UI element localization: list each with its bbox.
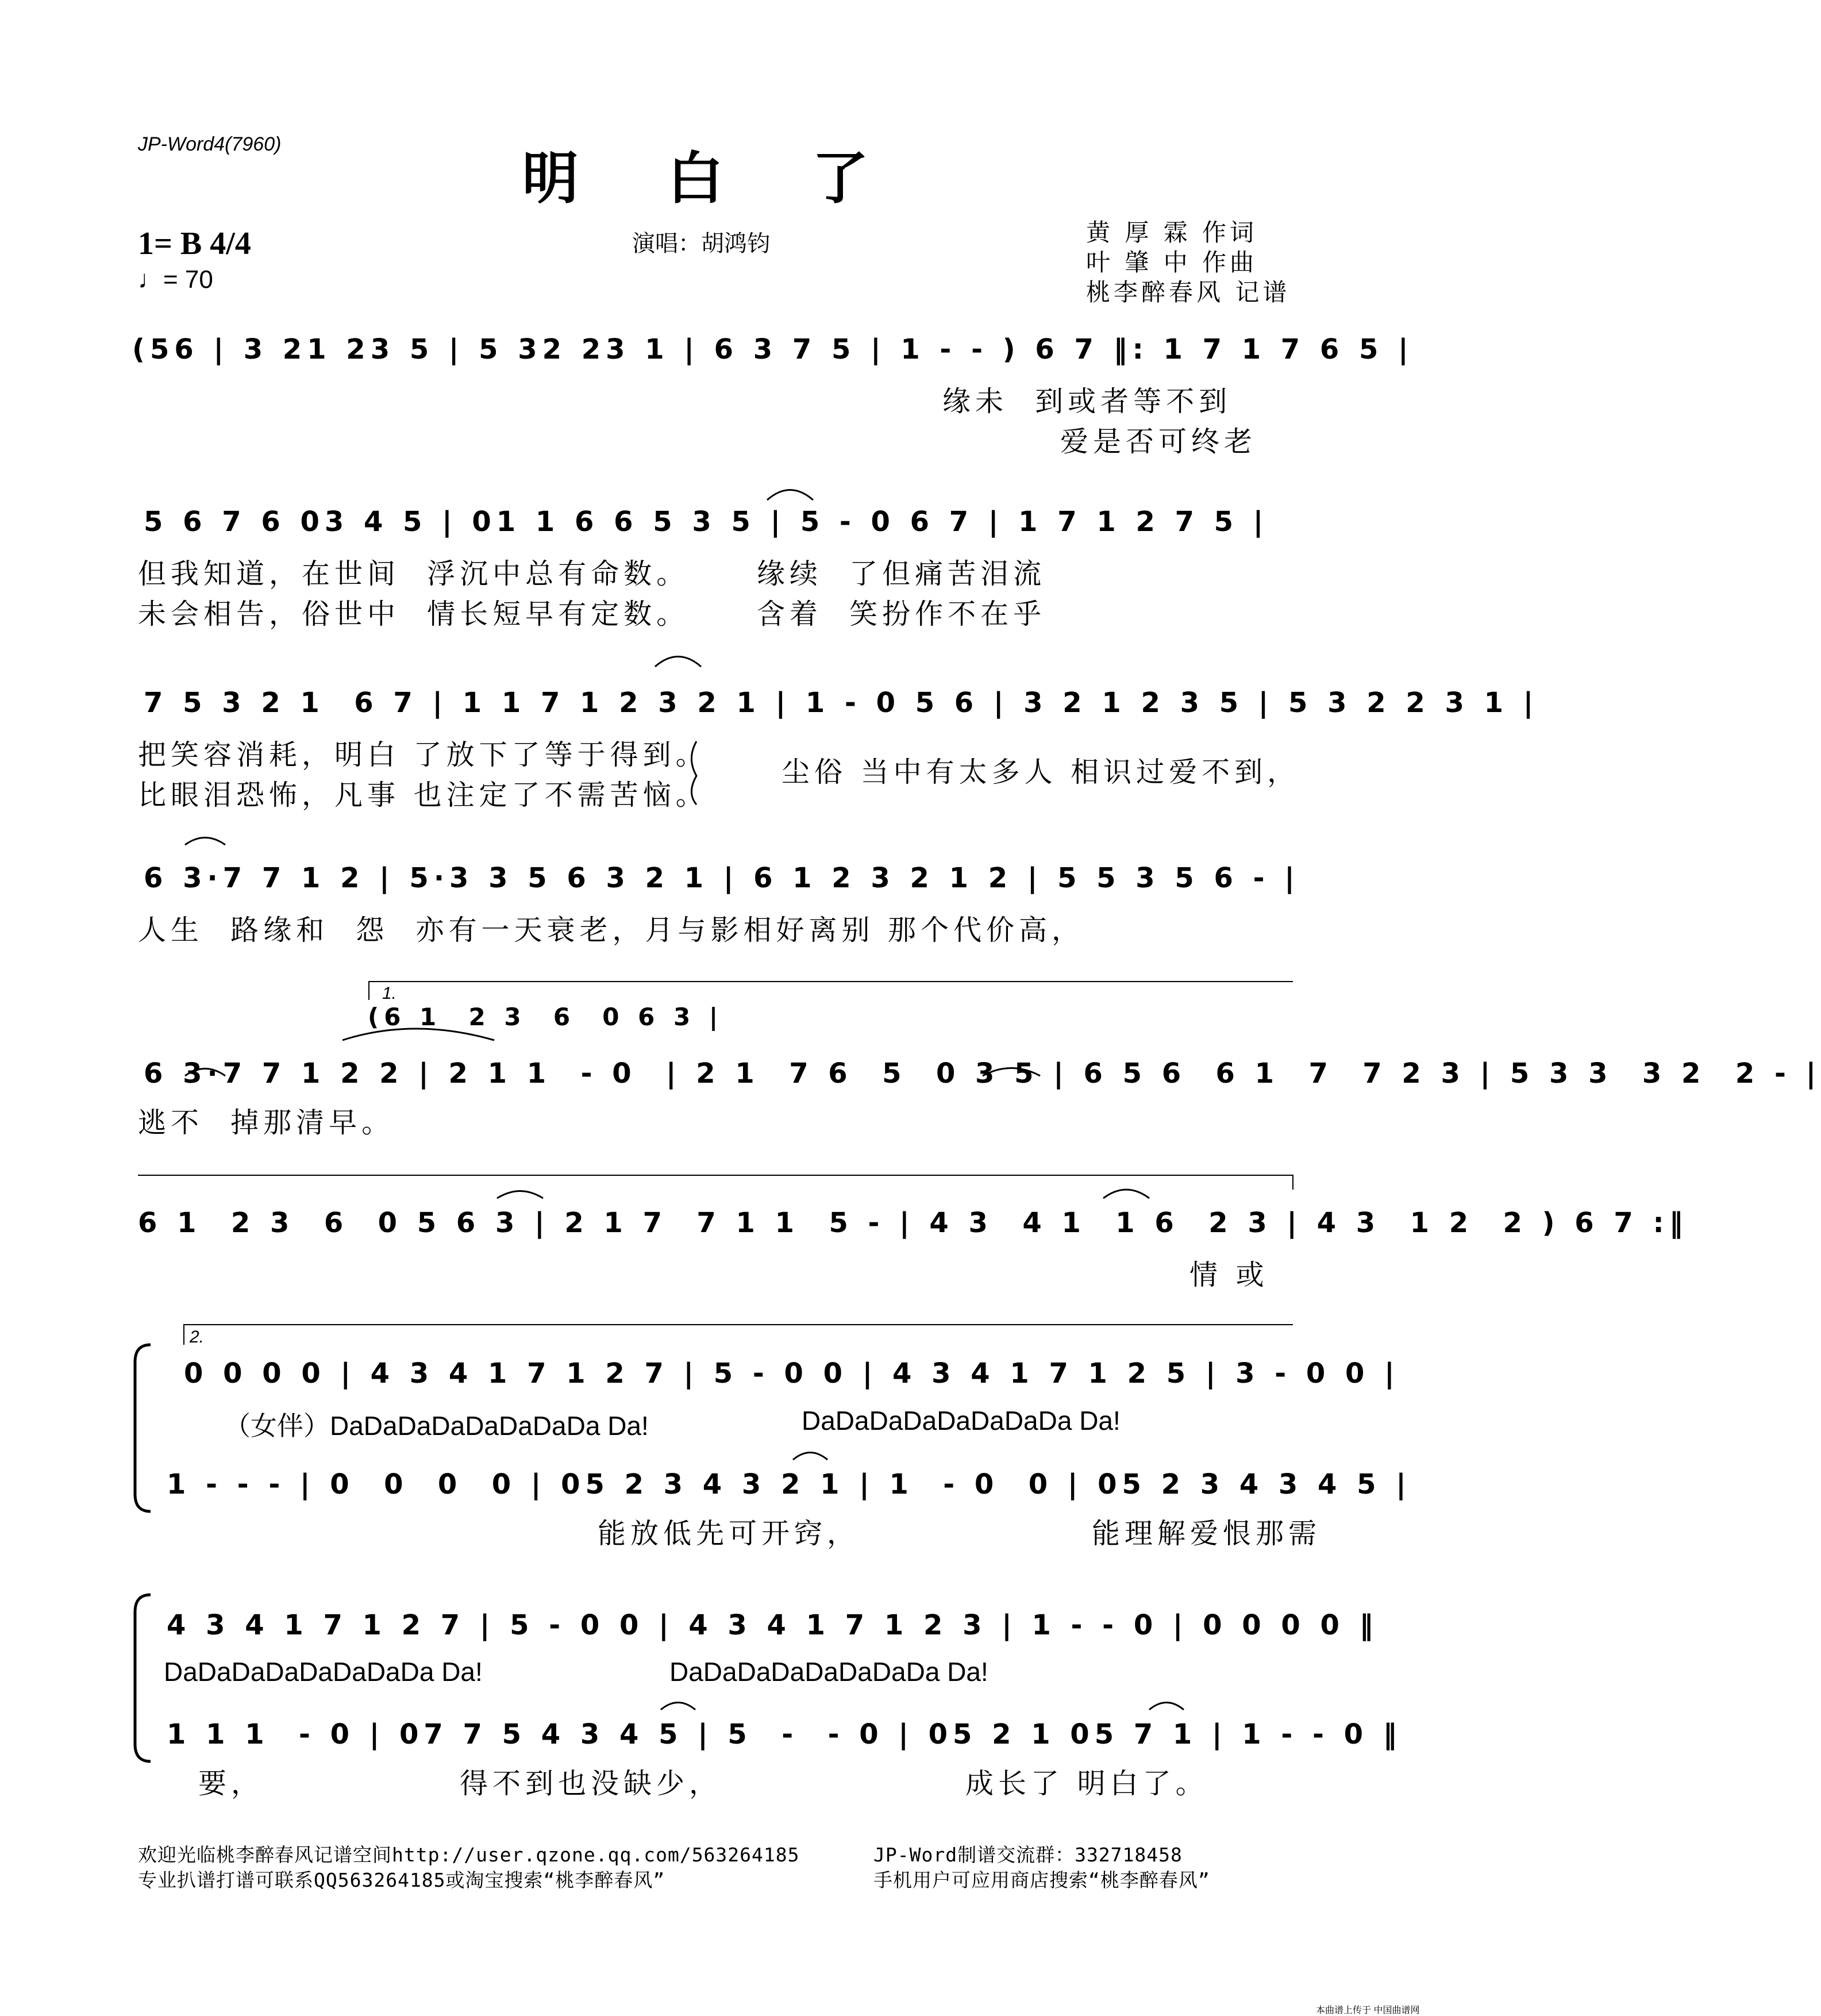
composer-credit: 叶 肇 中 作曲 — [1086, 248, 1258, 276]
score-system-2-lyric-verse-1: 但我知道，在世间 浮沉中总有命数。 缘续 了但痛苦泪流 — [138, 557, 1046, 590]
tempo-marking: ♩= 70 — [138, 266, 213, 294]
score-system-3-music: 7 5 3 2 1 6 7 | 1 1 7 1 2 3 2 1 | 1 - 0 5 6 | 3 2 1 2 3 5 | 5 3 2 2 3 1 | — [144, 687, 1539, 719]
score-system-7-upper-lyric-left: （女伴）DaDaDaDaDaDaDaDa Da! — [224, 1411, 649, 1441]
score-system-2-music: 5 6 7 6 03 4 5 | 01 1 6 6 5 3 5 | 5 - 0 6 7 | 1 7 1 2 7 5 | — [144, 506, 1269, 538]
score-system-8-lower-lyric-left: 要， — [198, 1767, 264, 1800]
volta-2-label: 2. — [190, 1328, 205, 1346]
score-system-3-lyric-verse-1: 把笑容消耗，明白 了放下了等于得到。 — [138, 738, 709, 771]
footer-line2-left: 专业扒谱打谱可联系QQ563264185或淘宝搜索“桃李醉春风” — [138, 1869, 665, 1891]
footer-line1-left: 欢迎光临桃李醉春风记谱空间http://user.qzone.qq.com/563264185 — [138, 1844, 800, 1866]
score-system-6-lyric: 情 或 — [1189, 1259, 1269, 1291]
score-system-7-upper-lyric-right: DaDaDaDaDaDaDaDa Da! — [802, 1406, 1121, 1436]
score-system-4-lyric: 人生 路缘和 怨 亦有一天衰老，月与影相好离别 那个代价高， — [138, 914, 1085, 947]
score-system-8-lower-music: 1 1 1 - 0 | 07 7 5 4 3 4 5 | 5 - - 0 | 05 2 1 05 7 1 | 1 - - 0 ‖ — [167, 1718, 1402, 1750]
singer-credit: 演唱：胡鸿钧 — [632, 230, 770, 257]
score-system-7-lower-lyric-left: 能放低先可开窍， — [598, 1517, 860, 1550]
score-system-3-lyric-verse-2: 比眼泪恐怖，凡事 也注定了不需苦恼。 — [138, 779, 709, 811]
volta-1-label: 1. — [382, 984, 397, 1003]
transcriber-credit: 桃李醉春风 记谱 — [1086, 278, 1291, 306]
score-system-4-music: 6 3·7 7 1 2 | 5·3 3 5 6 3 2 1 | 6 1 2 3 2 1 2 | 5 5 3 5 6 - | — [144, 862, 1300, 894]
lyricist-credit: 黄 厚 霖 作词 — [1086, 218, 1258, 247]
score-system-8-upper-music: 4 3 4 1 7 1 2 7 | 5 - 0 0 | 4 3 4 1 7 1 2 3 | 1 - - 0 | 0 0 0 0 ‖ — [167, 1609, 1379, 1641]
score-system-2-lyric-verse-2: 未会相告，俗世中 情长短早有定数。 含着 笑扮作不在乎 — [138, 598, 1046, 630]
score-system-1-lyric-verse-1: 缘未 到或者等不到 — [942, 385, 1232, 418]
app-id: JP-Word4(7960) — [138, 133, 282, 155]
score-system-7-upper-music: 0 0 0 0 | 4 3 4 1 7 1 2 7 | 5 - 0 0 | 4 3 4 1 7 1 2 5 | 3 - 0 0 | — [184, 1357, 1400, 1390]
key-signature: 1= B 4/4 — [138, 226, 251, 261]
footer-line2-right: 手机用户可应用商店搜索“桃李醉春风” — [873, 1869, 1210, 1891]
score-system-3-lyric-chorus: 尘俗 当中有太多人 相识过爱不到， — [781, 756, 1300, 788]
score-system-7-lower-lyric-right: 能理解爱恨那需 — [1092, 1517, 1322, 1550]
score-system-5-lyric: 逃不 掉那清早。 — [138, 1106, 395, 1139]
footer-line1-right: JP-Word制谱交流群：332718458 — [873, 1844, 1183, 1866]
score-system-1-lyric-verse-2: 爱是否可终老 — [1060, 425, 1257, 458]
score-system-8-lower-lyric-mid: 得不到也没缺少， — [460, 1767, 722, 1800]
score-system-5-music: 6 3·7 7 1 2 2 | 2 1 1 - 0 | 2 1 7 6 5 0 3 5 | 6 5 6 6 1 7 7 2 3 | 5 3 3 3 2 2 - | — [144, 1057, 1821, 1090]
score-system-8-lower-lyric-right: 成长了 明白了。 — [965, 1767, 1208, 1800]
upload-stamp: 本曲谱上传于 中国曲谱网 — [1316, 2006, 1420, 2015]
page-title: 明 白 了 — [522, 145, 903, 211]
score-system-8-upper-lyric-right: DaDaDaDaDaDaDaDa Da! — [669, 1657, 988, 1687]
score-system-1-music: (56 | 3 21 23 5 | 5 32 23 1 | 6 3 7 5 | 1 - - ) 6 7 ‖: 1 7 1 7 6 5 | — [132, 333, 1414, 366]
score-system-7-lower-music: 1 - - - | 0 0 0 0 | 05 2 3 4 3 2 1 | 1 - 0 0 | 05 2 3 4 3 4 5 | — [167, 1468, 1411, 1501]
score-system-8-upper-lyric-left: DaDaDaDaDaDaDaDa Da! — [164, 1657, 483, 1687]
score-system-5-alt-music: (6 1 2 3 6 0 6 3 | — [368, 1003, 723, 1031]
score-system-6-music: 6 1 2 3 6 0 5 6 3 | 2 1 7 7 1 1 5 - | 4 3 4 1 1 6 2 3 | 4 3 1 2 2 ) 6 7 :‖ — [138, 1207, 1688, 1239]
